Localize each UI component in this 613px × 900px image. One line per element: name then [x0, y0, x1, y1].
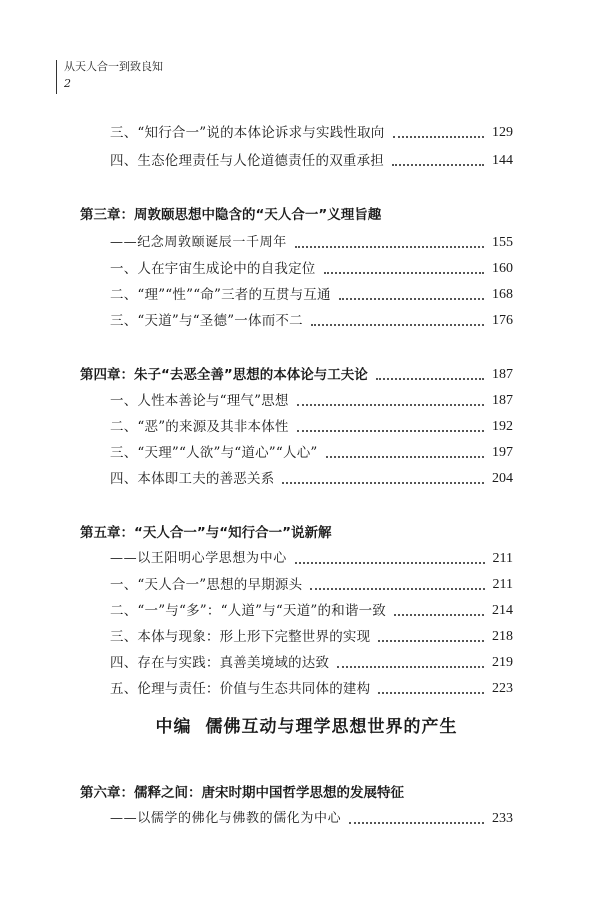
toc-entry-title: 第五章：“天人合一”与“知行合一”说新解	[80, 525, 332, 541]
toc-entry	[110, 122, 513, 142]
toc-entry-title: 二、“一”与“多”：“人道”与“天道”的和谐一致	[110, 603, 387, 619]
toc-entry-title: 四、本体即工夫的善恶关系	[110, 471, 275, 487]
toc-entry	[110, 468, 513, 488]
dot-leader	[324, 272, 485, 274]
dot-leader	[337, 666, 484, 668]
toc-page-number: 187	[492, 367, 513, 382]
part-label: 中编	[155, 717, 192, 737]
toc-page-number: 160	[492, 261, 513, 276]
toc-entry-title: 三、“天理”“人欲”与“道心”“人心”	[110, 445, 318, 461]
toc-entry-title: 三、“天道”与“圣德”一体而不二	[110, 313, 303, 329]
toc-entry	[110, 626, 513, 646]
toc-entry	[110, 442, 513, 462]
toc-chapter	[80, 782, 513, 802]
toc-entry-title: 第三章：周敦颐思想中隐含的“天人合一”义理旨趣	[80, 207, 382, 223]
dot-leader	[326, 456, 484, 458]
dot-leader	[376, 378, 484, 380]
toc-page-number: 168	[492, 287, 513, 302]
part-title: 儒佛互动与理学思想世界的产生	[205, 717, 458, 737]
toc-page-number: 214	[492, 603, 513, 618]
toc-entry	[110, 652, 513, 672]
dot-leader	[297, 404, 484, 406]
toc-entry-title: 第六章：儒释之间：唐宋时期中国哲学思想的发展特征	[80, 785, 404, 801]
dot-leader	[295, 562, 485, 564]
toc-page-number: 176	[492, 313, 513, 328]
dot-leader	[394, 614, 484, 616]
toc-entry	[110, 678, 513, 698]
dot-leader	[295, 246, 484, 248]
toc-page-number: 211	[492, 551, 513, 566]
dot-leader	[349, 822, 484, 824]
dot-leader	[297, 430, 484, 432]
toc-page-number: 204	[492, 471, 513, 486]
dot-leader	[310, 588, 484, 590]
toc-entry	[110, 574, 513, 594]
toc-entry-title: 一、人在宇宙生成论中的自我定位	[110, 261, 316, 277]
toc-page-number: 192	[492, 419, 513, 434]
toc-subtitle	[110, 548, 513, 568]
toc-entry-title: 二、“理”“性”“命”三者的互贯与互通	[110, 287, 331, 303]
toc-entry	[110, 284, 513, 304]
toc-entry-title: 二、“恶”的来源及其非本体性	[110, 419, 289, 435]
book-title: 从天人合一到致良知	[64, 60, 163, 73]
toc-entry	[110, 390, 513, 410]
toc-entry-title: 五、伦理与责任：价值与生态共同体的建构	[110, 681, 371, 697]
dot-leader	[339, 298, 484, 300]
toc-entry-title: 一、人性本善论与“理气”思想	[110, 393, 289, 409]
dot-leader	[378, 640, 484, 642]
toc-entry-title: 四、存在与实践：真善美境域的达致	[110, 655, 330, 671]
toc-entry-title: 一、“天人合一”思想的早期源头	[110, 577, 303, 593]
toc-entry	[110, 258, 513, 278]
toc-page-number: 187	[492, 393, 513, 408]
toc-page-number: 129	[492, 125, 513, 140]
toc-page-number: 223	[492, 681, 513, 696]
dot-leader	[393, 136, 484, 138]
toc-entry-title: 第四章：朱子“去恶全善”思想的本体论与工夫论	[80, 367, 368, 383]
toc-page-number: 155	[492, 235, 513, 250]
toc-chapter	[80, 364, 513, 384]
toc-entry-title: 四、生态伦理责任与人伦道德责任的双重承担	[110, 153, 384, 169]
dot-leader	[378, 692, 484, 694]
toc-chapter	[80, 204, 513, 224]
toc-entry-title: 三、“知行合一”说的本体论诉求与实践性取向	[110, 125, 385, 141]
toc-entry	[110, 600, 513, 620]
dot-leader	[311, 324, 484, 326]
toc-page-number: 218	[492, 629, 513, 644]
toc-page-number: 233	[492, 811, 513, 826]
toc-page-number: 197	[492, 445, 513, 460]
toc-chapter	[80, 522, 513, 542]
toc-entry-title: ——纪念周敦颐诞辰一千周年	[110, 235, 287, 250]
part-heading	[0, 712, 613, 737]
dot-leader	[392, 164, 484, 166]
toc-entry-title: ——以王阳明心学思想为中心	[110, 551, 287, 566]
page-number: 2	[64, 77, 71, 90]
toc-page-number: 144	[492, 153, 513, 168]
toc-entry	[110, 416, 513, 436]
toc-entry-title: ——以儒学的佛化与佛教的儒化为中心	[110, 811, 342, 826]
running-head	[56, 60, 163, 94]
dot-leader	[282, 482, 484, 484]
toc-page-number: 211	[492, 577, 513, 592]
toc-entry-title: 三、本体与现象：形上形下完整世界的实现	[110, 629, 371, 645]
toc-page-number: 219	[492, 655, 513, 670]
toc-entry	[110, 150, 513, 170]
toc-subtitle	[110, 808, 513, 828]
toc-subtitle	[110, 232, 513, 252]
toc-entry	[110, 310, 513, 330]
